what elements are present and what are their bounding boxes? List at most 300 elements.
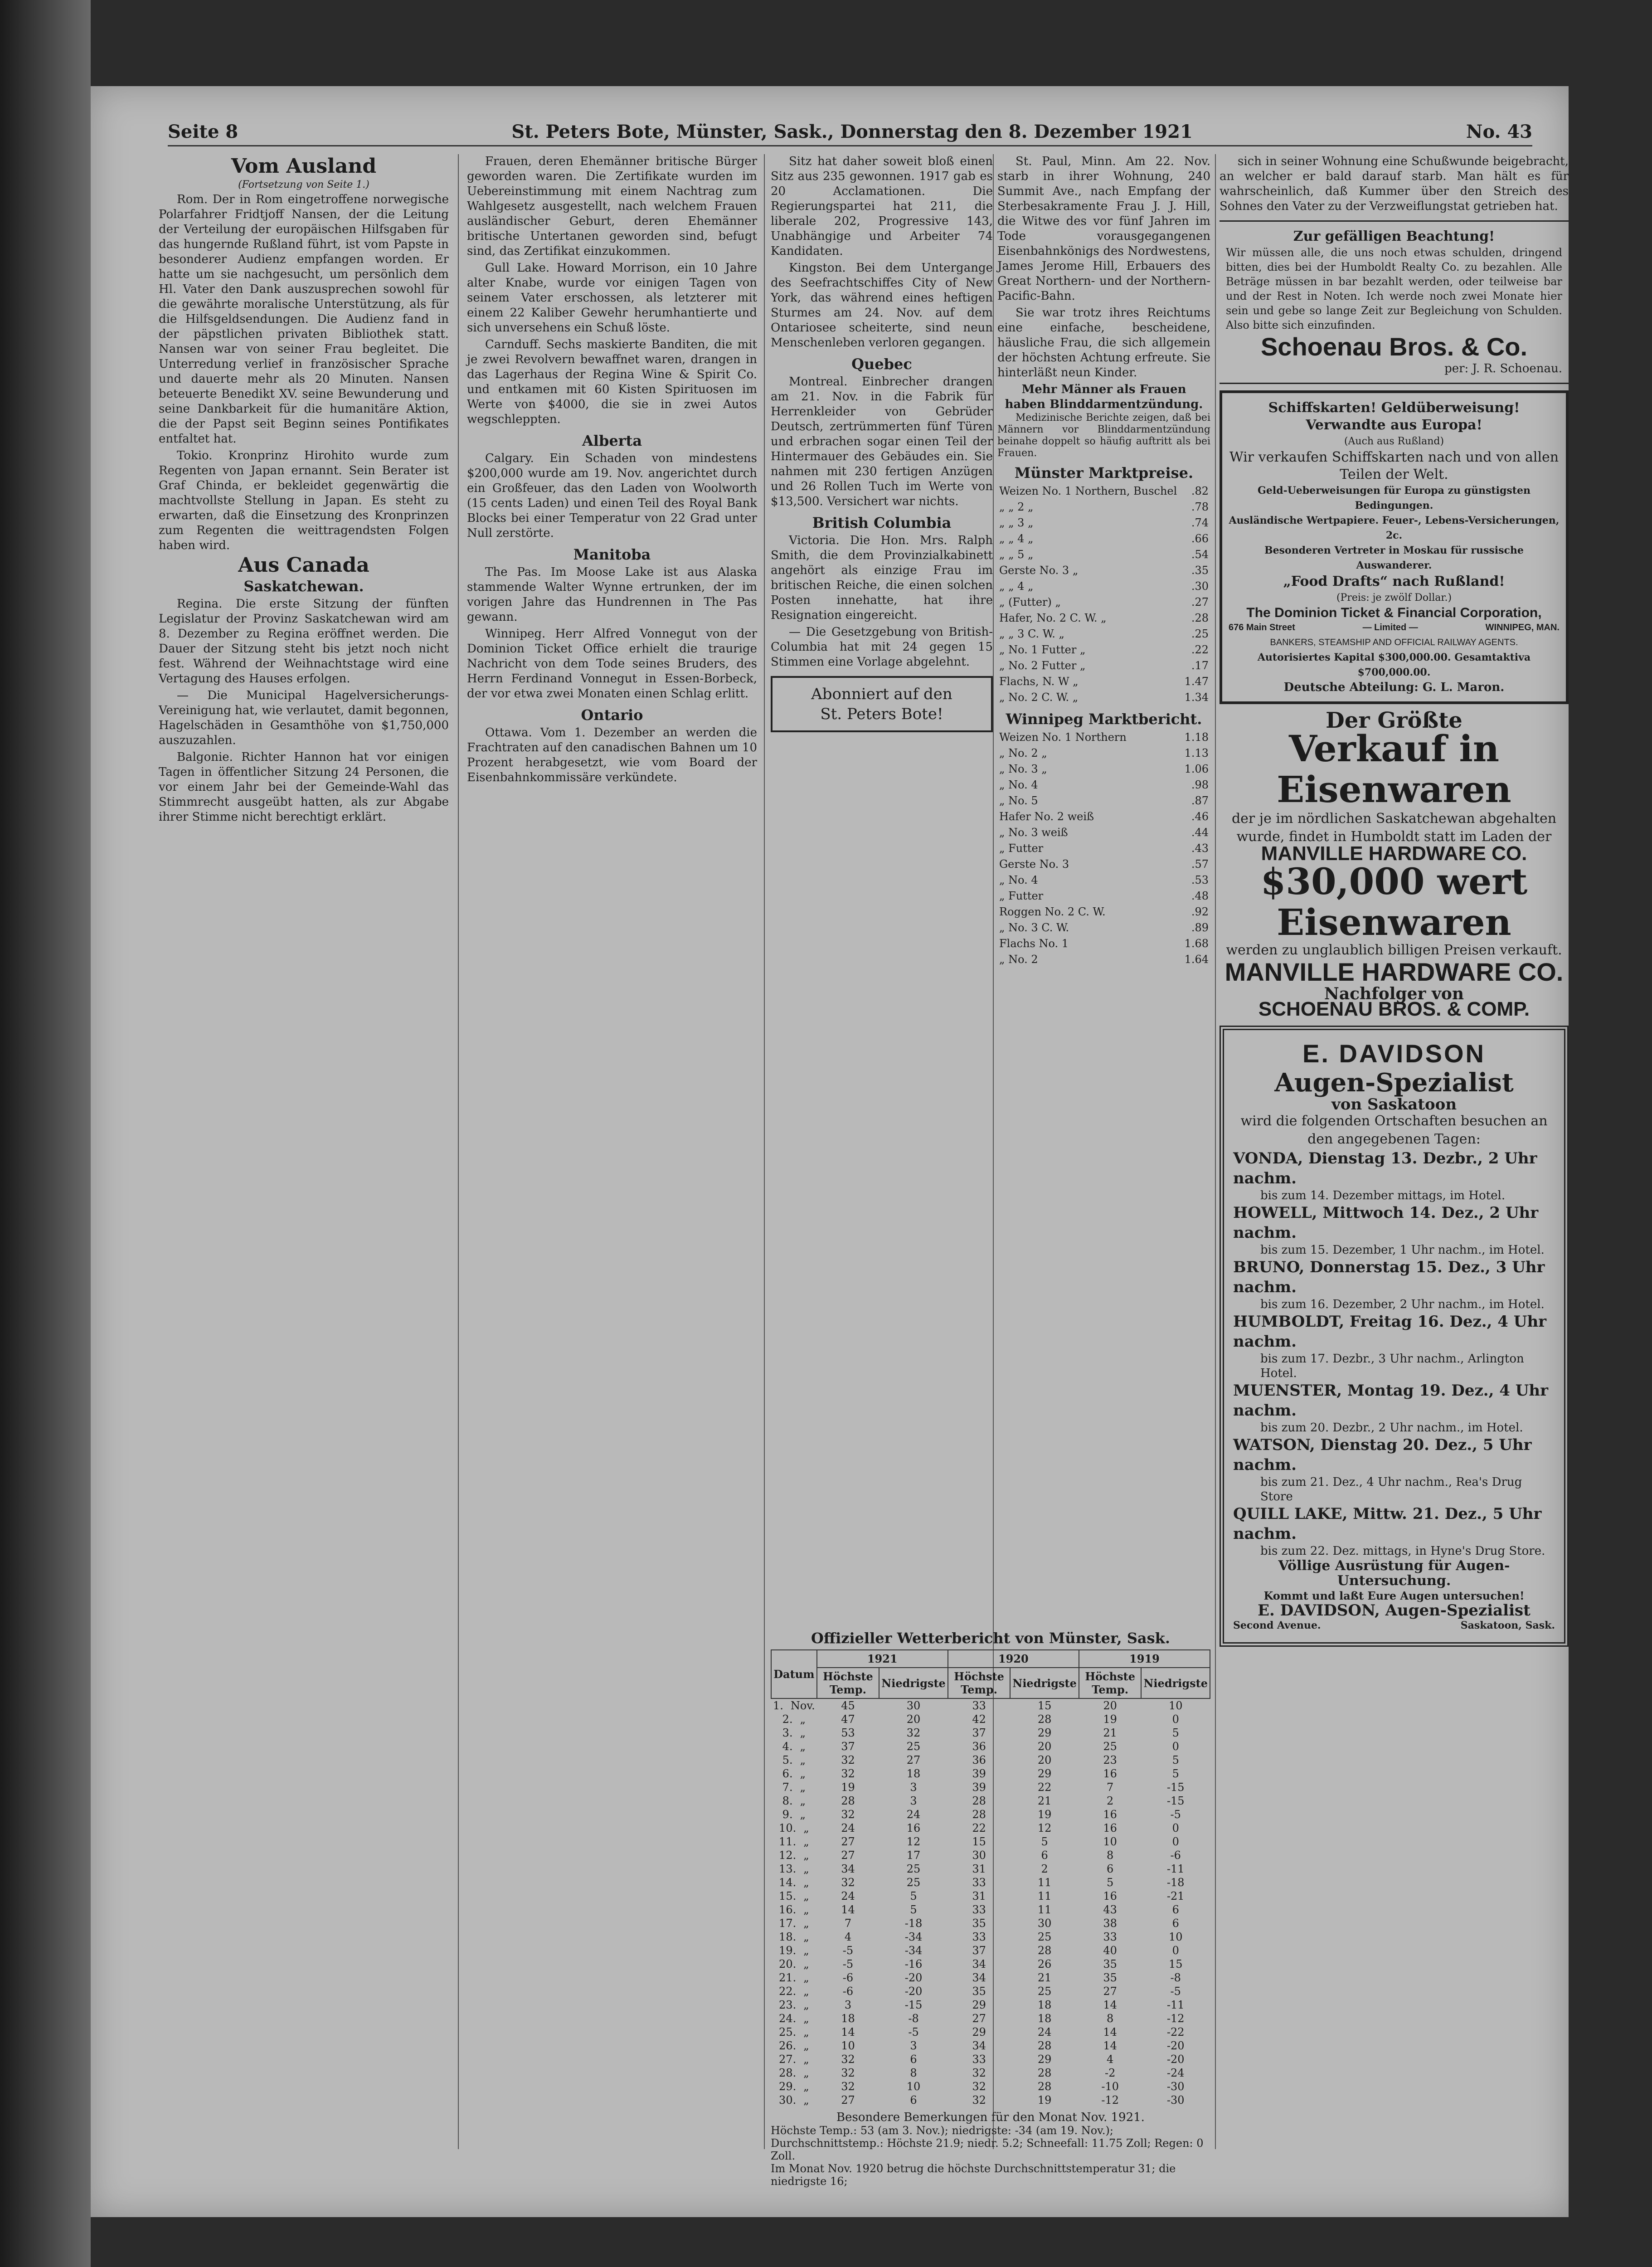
market-price: .66 <box>1191 532 1209 545</box>
weather-temp: 3 <box>910 1795 917 1807</box>
article-paragraph: sich in seiner Wohnung eine Schußwunde beigebracht, an welcher er bald darauf starb. Man hält es für wahrscheinlich, daß Kummer über den Streich des Sohnes den Vater zu der Verzweiflungstat getrieben hat. <box>1220 155 1569 213</box>
weather-temp: 32 <box>841 1876 855 1889</box>
weather-temp: 15 <box>1037 1699 1052 1712</box>
weather-temp: 22 <box>972 1822 986 1834</box>
weather-temp: -6 <box>842 1971 854 1984</box>
market-item: „ (Futter) „ <box>999 596 1061 608</box>
weather-date <box>771 1712 817 1726</box>
weather-temp: 34 <box>972 2039 986 2052</box>
weather-temp: 4 <box>1107 2053 1114 2066</box>
continuation-note: (Fortsetzung von Seite 1.) <box>238 179 369 190</box>
hardware-text: werden zu unglaublich billigen Preisen verkauft. <box>1226 942 1562 958</box>
weather-date <box>771 1998 817 2012</box>
weather-temp: 25 <box>906 1876 921 1889</box>
weather-temp: 18 <box>1037 1999 1052 2011</box>
weather-date <box>771 1808 817 1821</box>
visit-town: VONDA, Dienstag 13. Dezbr., 2 Uhr nachm. <box>1233 1149 1537 1187</box>
weather-row <box>771 1876 1210 1889</box>
section-title: Aus Canada <box>238 554 369 577</box>
market-row <box>997 483 1210 499</box>
dominion-street: 676 Main Street <box>1229 623 1295 632</box>
article-paragraph: Frauen, deren Ehemänner britische Bürger geworden waren. Die Zertifikate wurden im Uebereinstimmung mit einem Nachtrag zum Wahlgesetz ausgestellt, nach welchem Frauen ausländischer Geburt, deren Ehemänner britische Untertanen geworden sind, befugt sind, das Zertifikat einzukommen. <box>467 155 757 258</box>
weather-temp: 29 <box>972 2026 986 2038</box>
weather-temp: 5 <box>1172 1727 1179 1739</box>
market-price: .17 <box>1191 659 1209 672</box>
weather-temp: 6 <box>1107 1863 1114 1875</box>
weather-temp: -34 <box>904 1931 923 1943</box>
weather-header-hi: Höchste Temp. <box>817 1668 879 1698</box>
weather-month: „ <box>800 1795 806 1807</box>
weather-row <box>771 1957 1210 1971</box>
market-row <box>997 841 1210 856</box>
weather-temp: 10 <box>1103 1835 1117 1848</box>
weather-temp: 28 <box>841 1795 855 1807</box>
article-paragraph: Tokio. Kronprinz Hirohito wurde zum Regenten von Japan ernannt. Sein Berater ist Graf Chinda, er bekleidet gegenwärtig die machtvollste Stellung in Japan. Es steht zu erwarten, daß die Einsetzung des Kronprinzen zum Regenten die weittragendsten Folgen haben wird. <box>159 449 449 552</box>
market-row <box>997 745 1210 761</box>
weather-temp: -24 <box>1166 2067 1185 2079</box>
weather-temp: 32 <box>841 1808 855 1821</box>
weather-temp: 20 <box>1037 1754 1052 1766</box>
market-row <box>997 856 1210 872</box>
hardware-predecessor: SCHOENAU BROS. & COMP. <box>1258 998 1530 1020</box>
weather-month: „ <box>803 2067 809 2079</box>
weather-temp: 14 <box>1103 2039 1117 2052</box>
weather-month: „ <box>803 1999 809 2011</box>
weather-temp: 2 <box>1107 1795 1114 1807</box>
page-header <box>168 118 1532 146</box>
weather-temp: -22 <box>1166 2026 1185 2038</box>
visit-town: WATSON, Dienstag 20. Dez., 5 Uhr nachm. <box>1233 1436 1532 1474</box>
market-price: 1.34 <box>1184 691 1209 704</box>
weather-temp: 8 <box>1107 2012 1114 2025</box>
steamship-ad <box>1220 390 1569 704</box>
weather-row <box>771 2012 1210 2025</box>
market-row <box>997 825 1210 841</box>
weather-header-date: Datum <box>771 1650 817 1698</box>
schoenau-name: Schoenau Bros. & Co. <box>1260 332 1528 361</box>
weather-temp: 16 <box>1103 1767 1117 1780</box>
weather-temp: -20 <box>1166 2053 1185 2066</box>
weather-temp: 0 <box>1172 1944 1179 1957</box>
weather-temp: 10 <box>906 2080 921 2093</box>
weather-temp: 12 <box>906 1835 921 1848</box>
weather-temp: 24 <box>841 1822 855 1834</box>
ship-text: Ausländische Wertpapiere. Feuer-, Lebens-Versicherungen, 2c. <box>1229 515 1560 541</box>
subsection-title: Ontario <box>581 706 643 724</box>
ship-headline: „Food Drafts“ nach Rußland! <box>1283 574 1505 589</box>
weather-day: 16. <box>779 1903 797 1916</box>
market-price: 1.13 <box>1184 747 1209 759</box>
weather-temp: 0 <box>1172 1713 1179 1726</box>
market-price: .30 <box>1191 580 1209 593</box>
visit-time: bis zum 15. Dezember, 1 Uhr nachm., im Hotel. <box>1260 1243 1545 1257</box>
weather-temp: 32 <box>972 2094 986 2106</box>
weather-temp: 40 <box>1103 1944 1117 1957</box>
market-item: „ „ 2 „ <box>999 501 1034 513</box>
article-paragraph: Montreal. Einbrecher drangen am 21. Nov. in die Fabrik für Herrenkleider von Gebrüder Deutsch, zertrümmerten fünf Türen und erbrachen sogar einen Teil der Hintermauer des Gebäudes ein. Sie nahmen mit 230 fertigen Anzügen und 26 Rollen Tuch im Werte von $13,500. Versichert war nichts. <box>771 375 993 508</box>
ship-text: Besonderen Vertreter in Moskau für russische Auswanderer. <box>1264 545 1524 571</box>
hardware-store-big: MANVILLE HARDWARE CO. <box>1224 958 1564 986</box>
weather-temp: 19 <box>1037 2094 1052 2106</box>
weather-temp: 20 <box>1103 1699 1117 1712</box>
article-paragraph: The Pas. Im Moose Lake ist aus Alaska stammende Walter Wynne ertrunken, der im vorigen Jahre das Hundrennen in The Pas gewann. <box>467 565 757 624</box>
weather-temp: 7 <box>844 1917 852 1930</box>
weather-temp: -34 <box>904 1944 923 1957</box>
weather-temp: 2 <box>1041 1863 1048 1875</box>
weather-temp: 31 <box>972 1890 986 1902</box>
weather-temp: 6 <box>1172 1917 1179 1930</box>
visit-time: bis zum 17. Dezbr., 3 Uhr nachm., Arlington Hotel. <box>1260 1352 1524 1380</box>
weather-temp: 39 <box>972 1767 986 1780</box>
weather-temp: 5 <box>910 1903 917 1916</box>
weather-date <box>771 1903 817 1917</box>
weather-temp: 28 <box>972 1808 986 1821</box>
weather-temp: 27 <box>906 1754 921 1766</box>
notice-text: Wir müssen alle, die uns noch etwas schulden, dringend bitten, dies bei der Humboldt Realty Co. zu bezahlen. Alle Beträge müssen in bar bezahlt werden, oder teilweise bar und der Rest in Noten. Ich werde noch zwei Monate hier sein und gebe so lange Zeit zur Begleichung von Schulden. Also bitte sich einzufinden. <box>1226 246 1562 331</box>
column-rule <box>1215 154 1216 2149</box>
weather-temp: 19 <box>841 1781 855 1794</box>
davidson-from: von Saskatoon <box>1331 1095 1457 1114</box>
market-title: Winnipeg Marktbericht. <box>1006 710 1202 728</box>
winnipeg-market-table <box>997 730 1210 968</box>
blind-headline: Mehr Männer als Frauen <box>1021 383 1186 396</box>
davidson-city: Saskatoon, Sask. <box>1460 1620 1555 1631</box>
weather-temp: 11 <box>1037 1876 1052 1889</box>
weather-temp: 5 <box>910 1890 917 1902</box>
weather-temp: 17 <box>906 1849 921 1862</box>
visit-town: QUILL LAKE, Mittw. 21. Dez., 5 Uhr nachm. <box>1233 1505 1542 1543</box>
subsection-title: Saskatchewan. <box>243 578 364 595</box>
weather-temp: -6 <box>842 1985 854 1998</box>
hardware-store: MANVILLE HARDWARE CO. <box>1261 842 1527 865</box>
weather-day: 10. <box>779 1822 797 1834</box>
weather-row <box>771 1726 1210 1740</box>
weather-temp: 36 <box>972 1740 986 1753</box>
market-price: .92 <box>1191 905 1209 918</box>
weather-header-lo: Niedrigste <box>1010 1668 1079 1698</box>
weather-temp: -30 <box>1166 2094 1185 2106</box>
weather-month: „ <box>803 1917 809 1930</box>
weather-temp: 10 <box>1168 1699 1183 1712</box>
weather-date <box>771 1876 817 1889</box>
weather-day: 21. <box>779 1971 797 1984</box>
weather-temp: -8 <box>1170 1971 1181 1984</box>
weather-temp: 35 <box>1103 1971 1117 1984</box>
market-row <box>997 730 1210 745</box>
davidson-street: Second Avenue. <box>1233 1620 1321 1631</box>
weather-temp: 8 <box>910 2067 917 2079</box>
weather-row <box>771 1698 1210 1712</box>
market-item: Weizen No. 1 Northern <box>999 731 1127 744</box>
davidson-signature: E. DAVIDSON, Augen-Spezialist <box>1258 1601 1531 1620</box>
weather-temp: -15 <box>904 1999 923 2011</box>
market-item: „ „ 5 „ <box>999 548 1034 561</box>
market-row <box>997 658 1210 674</box>
article-paragraph: Carnduff. Sechs maskierte Banditen, die mit je zwei Revolvern bewaffnet waren, drangen in das Lagerhaus der Regina Wine & Spirit Co. und entkamen mit 60 Kisten Spirituosen im Werte von $4000, die sie in zwei Autos wegschleppten. <box>467 338 757 426</box>
weather-row <box>771 2080 1210 2093</box>
weather-temp: -20 <box>1166 2039 1185 2052</box>
weather-temp: -11 <box>1166 1863 1185 1875</box>
weather-temp: 5 <box>1172 1767 1179 1780</box>
davidson-equipment: Völlige Ausrüstung für Augen-Untersuchung. <box>1278 1558 1510 1589</box>
weather-table-body <box>771 1698 1210 2107</box>
column-3 <box>771 154 993 739</box>
weather-temp: -10 <box>1101 2080 1119 2093</box>
weather-month: „ <box>803 1822 809 1834</box>
weather-month: „ <box>803 1944 809 1957</box>
weather-date <box>771 2025 817 2039</box>
dominion-name: The Dominion Ticket & Financial Corporation, <box>1246 605 1542 620</box>
weather-date <box>771 2012 817 2025</box>
market-row <box>997 515 1210 531</box>
market-price: .25 <box>1191 628 1209 640</box>
weather-temp: 32 <box>906 1727 921 1739</box>
weather-temp: 14 <box>841 1903 855 1916</box>
market-row <box>997 690 1210 705</box>
weather-month: „ <box>803 1849 809 1862</box>
subsection-title: Quebec <box>851 355 912 373</box>
weather-day: 11. <box>779 1835 797 1848</box>
weather-temp: 45 <box>841 1699 855 1712</box>
weather-temp: -11 <box>1166 1999 1185 2011</box>
ship-note: (Preis: je zwölf Dollar.) <box>1336 592 1452 603</box>
article-paragraph: Calgary. Ein Schaden von mindestens $200,000 wurde am 19. Nov. angerichtet durch ein Großfeuer, das den Laden von Woolworth (15 cents Laden) und einen Teil des Royal Bank Blocks bei einer Temperatur von 22 Grad unter Null zerstörte. <box>467 452 757 540</box>
market-row <box>997 809 1210 825</box>
hardware-headline: Der Größte <box>1326 708 1463 733</box>
weather-header-lo: Niedrigste <box>879 1668 948 1698</box>
market-price: 1.68 <box>1184 937 1209 950</box>
market-item: Hafer No. 2 weiß <box>999 810 1094 823</box>
weather-day: 26. <box>779 2039 797 2052</box>
weather-temp: 32 <box>841 2067 855 2079</box>
column-rule <box>764 154 765 2149</box>
visit-town: MUENSTER, Montag 19. Dez., 4 Uhr nachm. <box>1233 1382 1549 1420</box>
subsection-title: British Columbia <box>812 514 952 531</box>
market-row <box>997 904 1210 920</box>
weather-month: „ <box>800 1713 806 1726</box>
weather-temp: 22 <box>1037 1781 1052 1794</box>
weather-row <box>771 1889 1210 1903</box>
weather-month: „ <box>800 1727 806 1739</box>
market-item: „ Futter <box>999 842 1044 855</box>
weather-temp: 28 <box>1037 2067 1052 2079</box>
weather-date <box>771 2066 817 2080</box>
market-item: „ No. 2 <box>999 953 1038 966</box>
weather-day: 13. <box>779 1863 797 1875</box>
weather-row <box>771 1971 1210 1985</box>
weather-temp: 35 <box>972 1985 986 1998</box>
weather-month: „ <box>800 1808 806 1821</box>
weather-temp: 35 <box>1103 1958 1117 1970</box>
weather-temp: 6 <box>1041 1849 1048 1862</box>
market-item: „ No. 2 C. W. „ <box>999 691 1079 704</box>
weather-month: „ <box>803 2039 809 2052</box>
subscribe-line: Abonniert auf den <box>811 685 952 703</box>
notice-title: Zur gefälligen Beachtung! <box>1293 229 1495 244</box>
market-row <box>997 531 1210 547</box>
weather-temp: -20 <box>904 1971 923 1984</box>
market-item: Gerste No. 3 <box>999 858 1069 871</box>
market-item: Flachs No. 1 <box>999 937 1069 950</box>
weather-temp: 12 <box>1037 1822 1052 1834</box>
ship-text: Wir verkaufen Schiffskarten nach und von allen Teilen der Welt. <box>1229 449 1559 482</box>
weather-date <box>771 1794 817 1808</box>
weather-temp: 25 <box>1037 1985 1052 1998</box>
market-price: .53 <box>1191 874 1209 886</box>
weather-temp: 21 <box>1037 1971 1052 1984</box>
weather-row <box>771 1903 1210 1917</box>
market-row <box>997 594 1210 610</box>
weather-remarks: Durchschnittstemp.: Höchste 21.9; niedr. 5.2; Schneefall: 11.75 Zoll; Regen: 0 Zoll. <box>771 2137 1204 2162</box>
market-row <box>997 563 1210 579</box>
market-price: .35 <box>1191 564 1209 577</box>
weather-date <box>771 1957 817 1971</box>
market-price: 1.06 <box>1184 763 1209 775</box>
weather-date <box>771 1698 817 1712</box>
book-binding-edge <box>0 0 91 2267</box>
article-paragraph: Kingston. Bei dem Untergange des Seefrachtschiffes City of New York, das während eines heftigen Sturmes am 24. Nov. auf dem Ontariosee scheiterte, sind neun Menschenleben verloren gegangen. <box>771 261 993 350</box>
hardware-ad <box>1220 708 1569 1020</box>
weather-temp: 18 <box>906 1767 921 1780</box>
weather-date <box>771 1740 817 1753</box>
weather-temp: -16 <box>904 1958 923 1970</box>
article-paragraph: Sie war trotz ihres Reichtums eine einfache, bescheidene, häusliche Frau, die sich allgemein der höchsten Achtung erfreute. Sie hinterläßt neun Kinder. <box>997 306 1210 379</box>
weather-date <box>771 2093 817 2107</box>
weather-temp: -21 <box>1166 1890 1185 1902</box>
weather-temp: 37 <box>841 1740 855 1753</box>
visit-time: bis zum 21. Dez., 4 Uhr nachm., Rea's Drug Store <box>1260 1475 1522 1503</box>
weather-temp: -5 <box>1170 1808 1181 1821</box>
weather-date <box>771 2039 817 2053</box>
market-price: 1.47 <box>1184 675 1209 688</box>
weather-temp: 24 <box>906 1808 921 1821</box>
article-paragraph: Gull Lake. Howard Morrison, ein 10 Jahre alter Knabe, wurde vor einigen Tagen von seinem Vater erschossen, als letzterer mit einem 22 Kaliber Gewehr herumhantierte und sich unversehens ein Schuß löste. <box>467 261 757 335</box>
market-price: 1.64 <box>1184 953 1209 966</box>
weather-month: „ <box>803 1835 809 1848</box>
weather-day: 14. <box>779 1876 797 1889</box>
weather-day: 9. <box>782 1808 793 1821</box>
weather-header-hi: Höchste Temp. <box>948 1668 1011 1698</box>
weather-month: „ <box>803 1903 809 1916</box>
weather-remarks-title: Besondere Bemerkungen für den Monat Nov. 1921. <box>836 2111 1145 2124</box>
weather-day: 4. <box>782 1740 793 1753</box>
weather-date <box>771 1726 817 1740</box>
weather-header-year: 1919 <box>1079 1650 1210 1668</box>
market-price: .48 <box>1191 890 1209 902</box>
weather-day: 5. <box>782 1754 793 1766</box>
newspaper-page <box>91 86 1569 2217</box>
market-item: Roggen No. 2 C. W. <box>999 905 1106 918</box>
page-number: Seite 8 <box>168 121 238 142</box>
market-price: .78 <box>1191 501 1209 513</box>
visit-town: HUMBOLDT, Freitag 16. Dez., 4 Uhr nachm. <box>1233 1313 1547 1351</box>
weather-temp: 15 <box>972 1835 986 1848</box>
article-paragraph: Victoria. Die Hon. Mrs. Ralph Smith, die dem Provinzialkabinett angehört als einzige Frau im britischen Reiche, die einen solchen Posten innehatte, hat ihre Resignation eingereicht. <box>771 534 993 622</box>
weather-temp: 37 <box>972 1944 986 1957</box>
article-paragraph: Rom. Der in Rom eingetroffene norwegische Polarfahrer Fridtjoff Nansen, der die Leitung der Verteilung der europäischen Hilfsgaben für das hungernde Rußland führt, ist vom Papste in besonderer Audienz empfangen worden. Er hatte um sie nachgesucht, um persönlich dem Hl. Vater den Dank auszusprechen sowohl für die gewährte moralische Unterstützung, als für die Hilfsgeldsendungen. Die Audienz fand in der päpstlichen privaten Bibliothek statt. Nansen war von seiner Frau begleitet. Die Unterredung verlief in französischer Sprache und dauerte mehr als 20 Minuten. Nansen beteuerte Benedikt XV. seine Bewunderung und seine Dankbarkeit für die humanitäre Aktion, die der Papst seit Beginn seines Pontifikates entfaltet hat. <box>159 193 449 446</box>
weather-temp: 24 <box>1037 2026 1052 2038</box>
davidson-intro: wird die folgenden Ortschaften besuchen an den angegebenen Tagen: <box>1240 1113 1548 1147</box>
weather-temp: 4 <box>844 1931 852 1943</box>
weather-month: „ <box>803 1890 809 1902</box>
weather-month: „ <box>803 1876 809 1889</box>
weather-date <box>771 1917 817 1930</box>
weather-temp: 27 <box>972 2012 986 2025</box>
weather-temp: 7 <box>1107 1781 1114 1794</box>
blind-subheadline: haben Blinddarmentzündung. <box>1005 398 1203 411</box>
weather-temp: 32 <box>972 2080 986 2093</box>
dominion-city: WINNIPEG, MAN. <box>1485 623 1560 632</box>
weather-date <box>771 1889 817 1903</box>
dominion-address-row <box>1229 620 1560 635</box>
weather-temp: 10 <box>841 2039 855 2052</box>
weather-day: 12. <box>779 1849 797 1862</box>
weather-date <box>771 1862 817 1876</box>
weather-temp: -5 <box>842 1944 854 1957</box>
masthead-line: St. Peters Bote, Münster, Sask., Donnerstag den 8. Dezember 1921 <box>511 121 1193 142</box>
market-row <box>997 547 1210 563</box>
weather-temp: 28 <box>1037 2039 1052 2052</box>
visit-time: bis zum 16. Dezember, 2 Uhr nachm., im Hotel. <box>1260 1298 1545 1311</box>
weather-header-lo: Niedrigste <box>1141 1668 1210 1698</box>
market-item: Hafer, No. 2 C. W. „ <box>999 612 1107 624</box>
weather-temp: 28 <box>972 1795 986 1807</box>
weather-temp: 33 <box>972 1699 986 1712</box>
weather-month: „ <box>803 2080 809 2093</box>
weather-month: „ <box>803 2053 809 2066</box>
davidson-title: Augen-Spezialist <box>1274 1068 1514 1098</box>
weather-temp: 33 <box>972 1931 986 1943</box>
market-price: .89 <box>1191 921 1209 934</box>
weather-month: „ <box>803 1971 809 1984</box>
weather-row <box>771 1753 1210 1767</box>
column-1 <box>159 154 449 827</box>
weather-row <box>771 2053 1210 2066</box>
schoenau-per: per: J. R. Schoenau. <box>1444 362 1562 375</box>
weather-date <box>771 2080 817 2093</box>
market-row <box>997 777 1210 793</box>
weather-month: „ <box>800 1781 806 1794</box>
weather-day: 29. <box>779 2080 797 2093</box>
weather-month: „ <box>803 2094 809 2106</box>
davidson-name: E. DAVIDSON <box>1302 1039 1486 1068</box>
weather-temp: 25 <box>1037 1931 1052 1943</box>
weather-row <box>771 1794 1210 1808</box>
weather-temp: 34 <box>972 1958 986 1970</box>
weather-temp: 38 <box>1103 1917 1117 1930</box>
weather-temp: 30 <box>972 1849 986 1862</box>
market-row <box>997 579 1210 594</box>
weather-date <box>771 1821 817 1835</box>
weather-temp: 29 <box>1037 1727 1052 1739</box>
weather-temp: 27 <box>841 1835 855 1848</box>
market-item: „ No. 2 „ <box>999 747 1047 759</box>
weather-temp: -5 <box>842 1958 854 1970</box>
weather-day: 6. <box>782 1767 793 1780</box>
weather-temp: 16 <box>1103 1808 1117 1821</box>
market-item: „ No. 4 <box>999 778 1038 791</box>
market-row <box>997 499 1210 515</box>
market-item: „ No. 1 Futter „ <box>999 643 1086 656</box>
weather-month: „ <box>800 1740 806 1753</box>
weather-month: „ <box>803 1958 809 1970</box>
weather-temp: 0 <box>1172 1740 1179 1753</box>
dominion-limited: — Limited — <box>1362 623 1418 632</box>
market-price: .44 <box>1191 826 1209 839</box>
weather-temp: -12 <box>1101 2094 1119 2106</box>
weather-temp: 26 <box>1037 1958 1052 1970</box>
weather-date <box>771 1781 817 1794</box>
